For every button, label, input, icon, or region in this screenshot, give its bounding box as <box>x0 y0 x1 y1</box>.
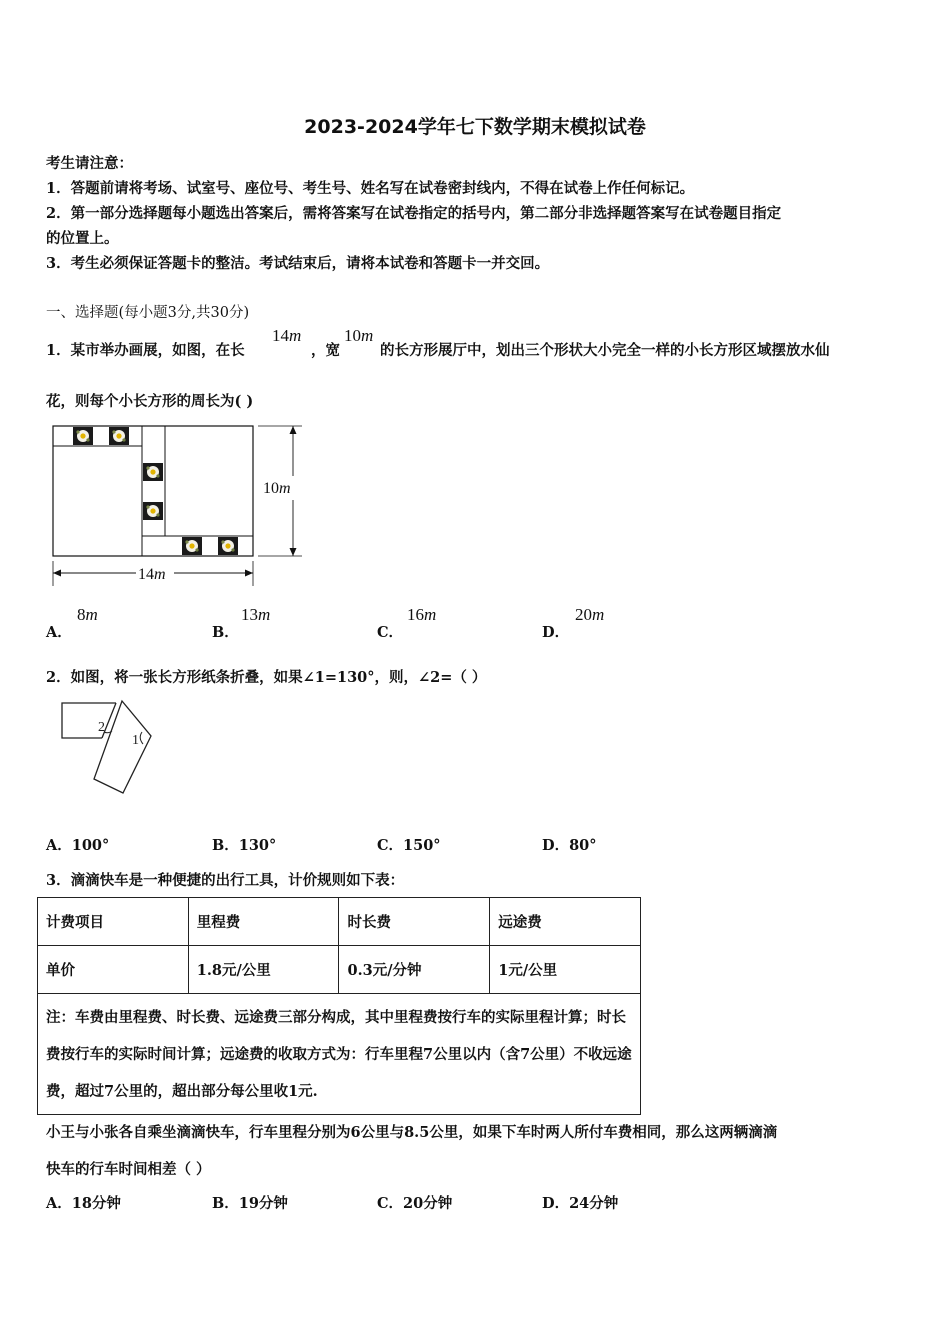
page-title: 2023-2024学年七下数学期末模拟试卷 <box>304 116 646 138</box>
q1-option-a-value[interactable]: 8m <box>77 605 98 624</box>
right-block <box>165 426 253 536</box>
left-block <box>53 446 142 556</box>
q1-stem-part3: 的长方形展厅中，划出三个形状大小完全一样的小长方形区域摆放水仙 <box>380 342 830 359</box>
flower-icon <box>73 427 93 445</box>
q1-length: 14m <box>272 326 302 345</box>
notice-item: 1．答题前请将考场、试室号、座位号、考生号、姓名写在试卷密封线内，不得在试卷上作任何标记。 <box>46 180 695 197</box>
table-header-cell: 远途费 <box>490 898 641 946</box>
table-header-cell: 里程费 <box>188 898 339 946</box>
q1-option-a-letter: A． <box>46 624 72 641</box>
notice-heading: 考生请注意： <box>46 155 133 172</box>
q1-option-b-value[interactable]: 13m <box>241 605 271 624</box>
q1-option-c-letter: C． <box>377 624 404 641</box>
q2-option-b[interactable]: B．130° <box>212 837 277 854</box>
q3-option-d[interactable]: D．24分钟 <box>542 1195 619 1212</box>
angle-1-label: 1 <box>132 733 139 748</box>
q1-figure <box>40 418 310 590</box>
flower-icon <box>218 537 238 555</box>
height-label: 10m <box>263 480 291 497</box>
table-cell: 0.3元/分钟 <box>339 946 490 994</box>
width-label: 14m <box>138 566 166 583</box>
q2-option-d[interactable]: D．80° <box>542 837 597 854</box>
table-header-cell: 计费项目 <box>38 898 189 946</box>
angle-2-label: 2 <box>98 720 105 735</box>
notice-item: 2．第一部分选择题每小题选出答案后，需将答案写在试卷指定的括号内，第二部分非选择题答案写在试卷题目指定 <box>46 205 782 222</box>
q2-option-c[interactable]: C．150° <box>377 837 441 854</box>
q1-option-d-value[interactable]: 20m <box>575 605 605 624</box>
flower-icon <box>182 537 202 555</box>
q2-figure <box>56 698 156 798</box>
q3-stem: 3．滴滴快车是一种便捷的出行工具，计价规则如下表： <box>46 872 405 889</box>
table-cell: 1.8元/公里 <box>188 946 339 994</box>
flower-icon <box>109 427 129 445</box>
table-note: 注：车费由里程费、时长费、远途费三部分构成，其中里程费按行车的实际里程计算；时长费按行车的实际时间计算；远途费的收取方式为：行车里程7公里以内（含7公里）不收远途费，超过7公里的，超出部分每公里收1元. <box>38 994 641 1115</box>
notice-item: 3．考生必须保证答题卡的整洁。考试结束后，请将本试卷和答题卡一并交回。 <box>46 255 550 272</box>
q1-stem-part1: 1．某市举办画展，如图，在长 <box>46 342 245 359</box>
q1-option-c-value[interactable]: 16m <box>407 605 437 624</box>
q2-stem: 2．如图，将一张长方形纸条折叠，如果∠1=130°，则，∠2=（ ） <box>46 669 487 686</box>
q1-width: 10m <box>344 326 374 345</box>
q3-option-c[interactable]: C．20分钟 <box>377 1195 453 1212</box>
q1-stem-part2: ，宽 <box>311 342 340 359</box>
flower-icon <box>143 463 163 481</box>
q3-body-line2: 快车的行车时间相差（ ） <box>46 1161 211 1178</box>
table-cell: 1元/公里 <box>490 946 641 994</box>
q2-option-a[interactable]: A．100° <box>46 837 110 854</box>
table-cell: 单价 <box>38 946 189 994</box>
q3-option-b[interactable]: B．19分钟 <box>212 1195 288 1212</box>
q1-option-d-letter: D． <box>542 624 570 641</box>
fee-table <box>37 897 641 1115</box>
notice-item: 的位置上。 <box>46 230 119 247</box>
q1-stem-line2: 花，则每个小长方形的周长为( ) <box>46 393 254 410</box>
table-header-cell: 时长费 <box>339 898 490 946</box>
q1-option-b-letter: B． <box>212 624 239 641</box>
q3-option-a[interactable]: A．18分钟 <box>46 1195 121 1212</box>
q3-body-line1: 小王与小张各自乘坐滴滴快车，行车里程分别为6公里与8.5公里，如果下车时两人所付车费相同，那么这两辆滴滴 <box>46 1124 778 1141</box>
flower-icon <box>143 502 163 520</box>
section-heading: 一、选择题(每小题3分,共30分) <box>46 305 250 321</box>
